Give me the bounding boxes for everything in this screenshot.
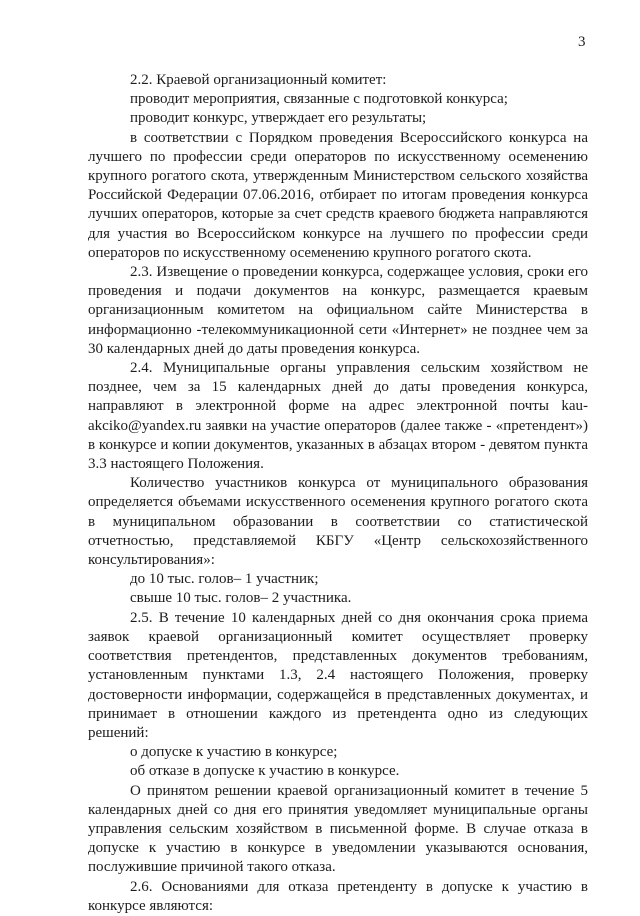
document-body — [88, 71, 588, 916]
paragraph-2-4: 2.4. Муниципальные органы управления сельским хозяйством не позднее, чем за 15 календарных дней до даты проведения конкурса, направляют в электронной форме на адрес электронной почты kau-akciko@yandex.ru заявки на участие операторов (далее также - «претендент») в конкурсе и копии документов, указанных в абзацах втором - девятом пункта 3.3 настоящего Положения. — [88, 360, 588, 473]
list-item: проводит конкурс, утверждает его результаты; — [130, 110, 427, 127]
section-heading-2-2: 2.2. Краевой организационный комитет: — [130, 72, 387, 88]
paragraph: в соответствии с Порядком проведения Всероссийского конкурса на лучшего по профессии среди операторов по искусственному осеменению крупного рогатого скота, утвержденным Министерством сельского хозяйства Российской Федерации 07.06.2016, отбирает по итогам проведения конкурса лучших операторов, которые за счет средств краевого бюджета направляются для участия во Всероссийском конкурсе на лучшего по профессии среди операторов по искусственному осеменению крупного рогатого скота. — [88, 129, 588, 261]
paragraph-2-5: 2.5. В течение 10 календарных дней со дня окончания срока приема заявок краевой организационный комитет осуществляет проверку соответствия претендентов, представленных документов требованиям, установленным пунктами 1.3, 2.4 настоящего Положения, проверку достоверности информации, содержащейся в представленных документах, и принимает в отношении каждого из претендента одно из следующих решений: — [88, 609, 588, 741]
list-item: о допуске к участию в конкурсе; — [130, 744, 338, 761]
list-item: до 10 тыс. голов– 1 участник; — [130, 571, 319, 588]
paragraph: О принятом решении краевой организационный комитет в течение 5 календарных дней со дня его принятия уведомляет муниципальные органы управления сельским хозяйством в письменной форме. В случае отказа в допуске к участию в конкурсе в уведомлении указываются основания, послужившие причиной такого отказа. — [88, 782, 588, 876]
page-number: 3 — [578, 34, 586, 50]
list-item: об отказе в допуске к участию в конкурсе. — [130, 763, 400, 780]
paragraph-2-3: 2.3. Извещение о проведении конкурса, содержащее условия, сроки его проведения и подачи документов на конкурс, размещается краевым организационным комитетом на официальном сайте Министерства в информационно -телекоммуникационной сети «Интернет» не позднее чем за 30 календарных дней до даты проведения конкурса. — [88, 264, 588, 357]
list-item: свыше 10 тыс. голов– 2 участника. — [130, 590, 352, 607]
paragraph: Количество участников конкурса от муниципального образования определяется объемами искусственного осеменения крупного рогатого скота в муниципальном образовании в соответствии со статистической отчетностью, представляемой КБГУ «Центр сельскохозяйственного консультирования»: — [88, 475, 588, 569]
list-item: проводит мероприятия, связанные с подготовкой конкурса; — [130, 91, 508, 108]
paragraph-2-6: 2.6. Основаниями для отказа претенденту в допуске к участию в конкурсе являются: — [88, 878, 588, 914]
